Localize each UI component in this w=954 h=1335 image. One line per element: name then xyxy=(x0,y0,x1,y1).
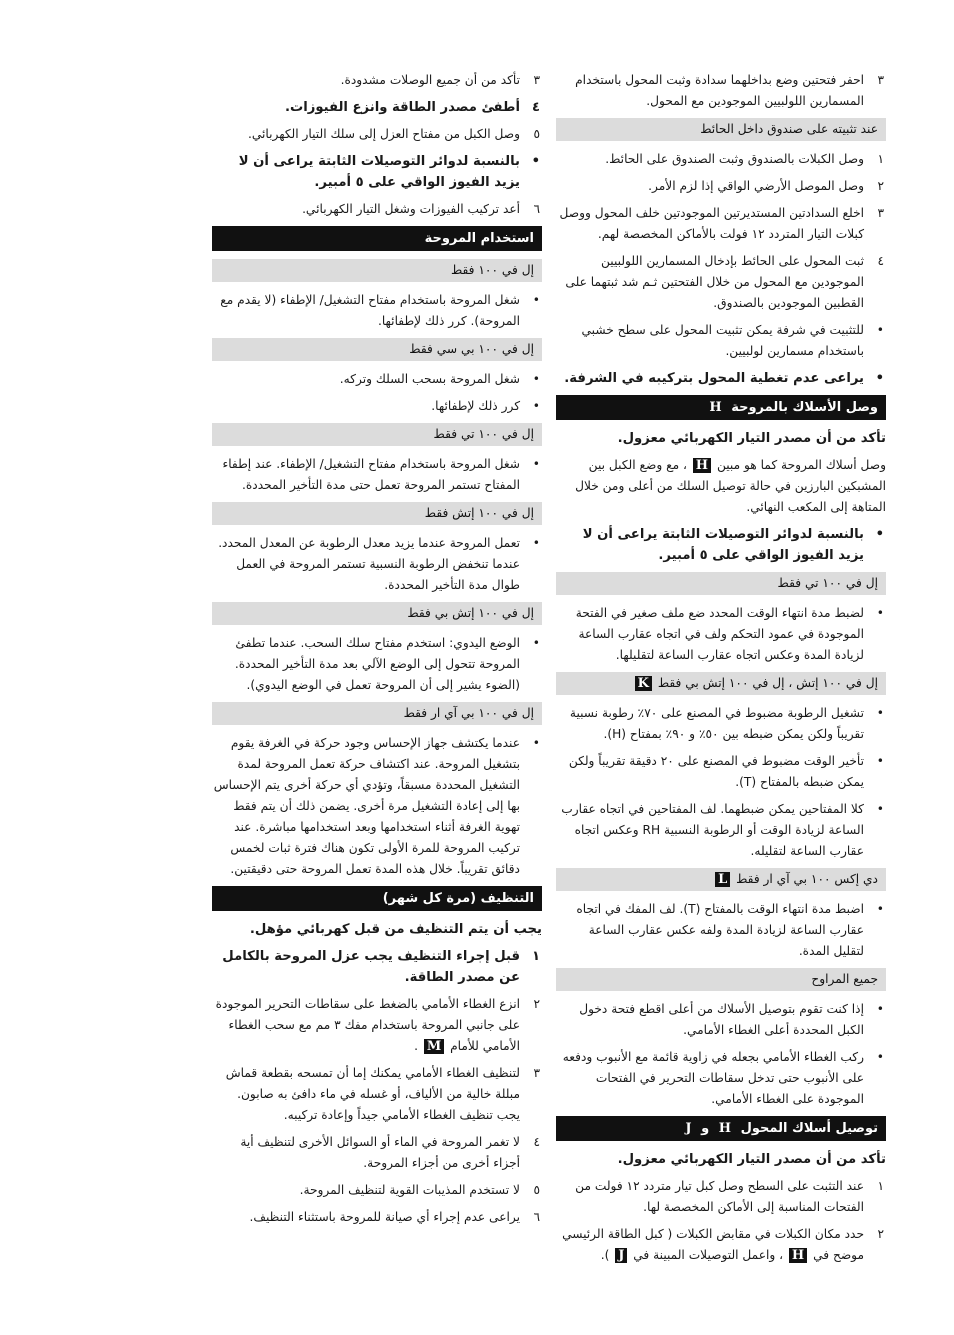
item-text: بالنسبة لدوائر التوصيلات الثابتة يراعى أن لا يزيد الفيوز الواقي على ٥ أمبير. xyxy=(238,154,520,190)
bullet-text: بالنسبة لدوائر التوصيلات الثابتة يراعى أن لا يزيد الفيوز الواقي على ٥ أمبير. xyxy=(582,527,864,563)
item-marker: ٤ xyxy=(877,254,884,268)
item-marker: • xyxy=(876,754,884,768)
item-marker: • xyxy=(532,636,540,650)
fuse-note xyxy=(556,524,886,566)
sub-lv100t: إل في ١٠٠ تي فقط xyxy=(212,423,542,446)
figure-tag: L xyxy=(715,872,730,887)
cleaning-step-2 xyxy=(212,994,542,1057)
item-text: تأخير الوقت مضبوط في المصنع على ٢٠ دقيقة تقريباً ولكن يمكن ضبطه بالمفتاح (T). xyxy=(568,754,864,789)
lv100t-bullet xyxy=(556,603,886,666)
wall-box-step xyxy=(556,203,886,245)
sub-lv100pir: إل في ١٠٠ بي آي ار فقط xyxy=(212,702,542,725)
bullet: • xyxy=(876,606,884,620)
item-marker: • xyxy=(532,372,540,386)
lv100h-bullet xyxy=(556,799,886,862)
step-number: ٢ xyxy=(533,997,540,1011)
install-step xyxy=(212,70,542,91)
paragraph-part: وصل أسلاك المروحة كما هو مبين xyxy=(716,458,886,472)
use-bullet xyxy=(212,633,542,696)
section-lv100t: إل في ١٠٠ تي فقط xyxy=(556,572,886,595)
item-text: الوضع اليدوي: استخدم مفتاح سلك السحب. عندما تطفئ المروحة تتحول إلى الوضع الآلي بعد مدة التأخير المحددة. (الضوء يشير إلى أن المروحة تعمل في الوضع اليدوي). xyxy=(234,636,520,692)
item-marker: • xyxy=(876,1050,884,1064)
item-marker: • xyxy=(876,706,884,720)
wall-box-step xyxy=(556,251,886,314)
use-bullet xyxy=(212,396,542,417)
isolation-warning: تأكد من أن مصدر التيار الكهربائي معزول. xyxy=(617,431,886,446)
sub-lv100hp: إل في ١٠٠ إتش بي فقط xyxy=(212,602,542,625)
section-title: وصل الأسلاك بالمروحة xyxy=(731,400,878,415)
bullet: • xyxy=(875,527,884,542)
item-text: لا تستخدم المذيبات القوية لتنظيف المروحة. xyxy=(299,1183,520,1197)
transformer-steps xyxy=(556,1176,886,1218)
item-marker: ٤ xyxy=(533,1135,540,1149)
section-title: دي إكس ١٠٠ بي آي ار فقط xyxy=(736,872,878,886)
install-step-3 xyxy=(556,70,886,112)
item-text: شغل المروحة باستخدام مفتاح التشغيل/ الإطفاء (لا يقدم مع المروحة). كرر ذلك لإطفائها. xyxy=(220,293,520,328)
wall-box-bullet xyxy=(556,368,886,389)
section-dx100 xyxy=(556,868,886,891)
item-text: وصل الموصل الأرضي الواقي إذا لزم الأمر. xyxy=(648,179,864,193)
figure-tag: K xyxy=(635,676,652,691)
lv100pir-use-bullets xyxy=(212,733,542,880)
item-text: وصل الكبل من مفتاح العزل إلى سلك التيار الكهربائي. xyxy=(247,127,520,141)
item-marker: ٥ xyxy=(533,1183,540,1197)
item-marker: • xyxy=(532,736,540,750)
use-bullet xyxy=(212,533,542,596)
install-step xyxy=(212,124,542,145)
wall-box-bullets xyxy=(556,320,886,389)
step-text: حدد مكان الكبلات في مقابض الكبلات ( كبل الطاقة الرئيسي موضح في xyxy=(562,1227,864,1262)
lv100hp-use-bullets xyxy=(212,633,542,696)
item-text: اخلع السدادتين المستديرتين الموجودتين خلف المحول ووصل كبلات التيار المتردد ١٢ فولت بالأماكن المخصصة لهم. xyxy=(559,206,864,241)
left-column xyxy=(212,70,542,1234)
item-text: ركب الغطاء الأمامي بجعله في زاوية قائمة مع الأنبوب ودفعه على الأنبوب حتى تدخل سقاطات التحرير في الفتحات الموجودة على الغطاء الأمامي. xyxy=(562,1050,864,1106)
lv100t-use-bullets xyxy=(212,454,542,496)
item-text: شغل المروحة بسحب السلك وتركه. xyxy=(339,372,520,386)
item-text: أعد تركيب الفيوزات وشغل التيار الكهربائي. xyxy=(302,202,520,216)
section-title: توصيل أسلاك المحول xyxy=(740,1121,878,1136)
bullet: • xyxy=(876,902,884,916)
item-text: يراعى عدم إجراء أي صيانة للمروحة باستثناء التنظيف. xyxy=(249,1210,520,1224)
item-text: شغل المروحة باستخدام مفتاح التشغيل/ الإطفاء. عند إطفاء المفتاح تستمر المروحة تعمل حتى مدة التأخير المحددة. xyxy=(222,457,520,492)
section-cleaning: التنظيف (مرة كل شهر) xyxy=(212,886,542,911)
install-steps-continued xyxy=(212,70,542,220)
lv100h-bullet xyxy=(556,751,886,793)
cleaning-step xyxy=(212,1132,542,1174)
item-marker: ٦ xyxy=(533,1210,540,1224)
use-bullet xyxy=(212,733,542,880)
lv100h-bullets xyxy=(556,703,886,862)
all-fans-bullet xyxy=(556,999,886,1041)
step-text: ، واعمل التوصيلات المبينة في xyxy=(633,1248,784,1262)
item-marker: ٢ xyxy=(877,179,884,193)
lv100h-bullet xyxy=(556,703,886,745)
cleaning-step xyxy=(212,1207,542,1228)
item-marker: • xyxy=(531,154,540,169)
figure-tag: H xyxy=(716,1121,734,1136)
figure-tag: H xyxy=(789,1248,807,1263)
item-marker: • xyxy=(532,457,540,471)
section-title: إل في ١٠٠ إتش ، إل في ١٠٠ إتش بي فقط xyxy=(657,676,878,690)
item-marker: • xyxy=(876,1002,884,1016)
item-marker: ٥ xyxy=(533,127,540,141)
item-text: لتنظيف الغطاء الأمامي يمكنك إما أن تمسحه بقطعة قماش مبللة خالية من الألياف، أو غسله في ماء دافئ به صابون. يجب تنظيف الغطاء الأمامي جيداً وإعادة تركيبه. xyxy=(225,1066,520,1122)
item-text: لا تغمر المروحة في الماء أو السوائل الأخرى لتنظيف أية أجزاء أخرى من أجزاء المروحة. xyxy=(240,1135,520,1170)
wall-box-steps xyxy=(556,149,886,314)
section-transformer-wiring xyxy=(556,1116,886,1141)
step-number: ١ xyxy=(531,949,540,964)
item-marker: • xyxy=(532,399,540,413)
use-bullet xyxy=(212,290,542,332)
wall-box-step xyxy=(556,149,886,170)
sub-lv100pc: إل في ١٠٠ بي سي فقط xyxy=(212,338,542,361)
item-marker: • xyxy=(875,371,884,386)
item-marker: ١ xyxy=(877,152,884,166)
item-text: عندما يكتشف جهاز الإحساس وجود حركة في الغرفة يقوم بتشغيل المروحة. عند اكتشاف حركة تعمل المروحة لمدة التشغيل المحددة مسبقاً، وتؤدي أي حركة أخرى يتم الإحساس بها إلى إعادة التشغيل مرة أخرى. يضمن ذلك أن يتم فقط تهوية الغرفة أثناء استخدامها وبعد استخدامها مباشرة. عند تركيب المروحة للمرة الأولى تكون هناك فترة ثبات لخمس دقائق تقريباً. خلال هذه المدة تعمل المروحة حتى دقيقتين. xyxy=(213,736,520,876)
lv100h-use-bullets xyxy=(212,533,542,596)
all-fans-bullets xyxy=(556,999,886,1110)
figure-tag: M xyxy=(424,1039,444,1054)
item-marker: ٦ xyxy=(533,202,540,216)
item-text: وصل الكبلات بالصندوق وثبت الصندوق على الحائط. xyxy=(605,152,864,166)
section-all-fans: جميع المراوح xyxy=(556,968,886,991)
all-fans-bullet xyxy=(556,1047,886,1110)
bullet-text: لضبط مدة انتهاء الوقت المحدد ضع ملف صغير في الفتحة الموجودة في عمود التحكم ولف في اتجاه عقارب الساعة لزيادة المدة وعكس اتجاه عقارب الساعة لتقليلها. xyxy=(575,606,864,662)
item-text: عند التثبت على السطح وصل كبل تيار متردد ١٢ فولت من الفتحات المناسبة إلى الأماكن المخصصة لها. xyxy=(575,1179,864,1214)
item-text: كلا المفتاحين يمكن ضبطهما. لف المفتاحين في اتجاه عقارب الساعة لزيادة الوقت أو الرطوبة النسبية RH وعكس اتجاه عقارب الساعة لتقليله. xyxy=(561,802,864,858)
item-text: للتثبيت في شرفة يمكن تثبيت المحول على سطح خشبي باستخدام مسمارين لولبيين. xyxy=(581,323,864,358)
step-text: قبل إجراء التنظيف يجب عزل المروحة بالكامل عن مصدر الطاقة. xyxy=(222,949,520,985)
item-marker: • xyxy=(876,802,884,816)
step-number: ٣ xyxy=(877,73,884,87)
item-text: يراعى عدم تغطية المحول بتركيبه في الشرفة. xyxy=(564,371,864,386)
dx100-bullet xyxy=(556,899,886,962)
install-step xyxy=(212,199,542,220)
use-bullet xyxy=(212,369,542,390)
item-marker: • xyxy=(876,323,884,337)
item-text: أطفئ مصدر الطاقة وانزع الفيوزات. xyxy=(284,100,520,115)
section-using-fan: استخدام المروحة xyxy=(212,226,542,251)
cleaning-note: يجب أن يتم التنظيف من قبل كهربائي مؤهل. xyxy=(249,922,542,937)
item-text: إذا كنت تقوم بتوصيل الأسلاك من أعلى اقطع فتحة دخول الكبل المحددة أعلى الغطاء الأمامي. xyxy=(579,1002,864,1037)
isolation-warning-2: تأكد من أن مصدر التيار الكهربائي معزول. xyxy=(617,1152,886,1167)
figure-tag: H xyxy=(706,400,724,415)
item-marker: ٣ xyxy=(533,73,540,87)
item-marker: • xyxy=(532,293,540,307)
cleaning-step xyxy=(212,1063,542,1126)
item-marker: ٤ xyxy=(531,100,540,115)
right-column xyxy=(556,70,886,1272)
item-text: ثبت المحول على الحائط بإدخال المسمارين اللولبيين الموجودين مع المحول من خلال الفتحتين ثـم شد ثبتهما على القطبين الموجودين بالصندوق. xyxy=(565,254,864,310)
bullet-text: اضبط مدة انتهاء الوقت بالمفتاح (T). لف المفك في اتجاه عقارب الساعة لزيادة المدة ولفه عكس عقارب الساعة لتقليل المدة. xyxy=(576,902,864,958)
paragraph-part: ، مع وضع الكبل بين المشبكين البارزين في حالة توصيل السلك من أعلى ومن خلال المتاهة إلى المكعب النهائي. xyxy=(575,458,886,514)
step-number: ٢ xyxy=(877,1227,884,1241)
cleaning-steps xyxy=(212,1063,542,1228)
item-text: تشغيل الرطوبة مضبوط في المصنع على ٧٠٪ رطوبة نسبية تقريباً ولكن يمكن ضبطه بين ٥٠٪ و ٩٠٪ بمفتاح (H). xyxy=(569,706,864,741)
figure-tag: J xyxy=(682,1121,694,1136)
item-text: تعمل المروحة عندما يزيد معدل الرطوبة عن المعدل المحدد. عندما تنخفض الرطوبة النسبية تستمر المروحة في العمل طوال مدة التأخير المحددة. xyxy=(218,536,520,592)
lv100pc-bullets xyxy=(212,369,542,417)
step-text: انزع الغطاء الأمامي بالضغط على سقاطات التحرير الموجودة على جانبي المروحة باستخدام مفك ٣ مم مع سحب الغطاء الأمامي للأمام xyxy=(215,997,520,1053)
item-marker: ٣ xyxy=(533,1066,540,1080)
install-step xyxy=(212,151,542,193)
sub-lv100h: إل في ١٠٠ إتش فقط xyxy=(212,502,542,525)
step-text: . xyxy=(414,1039,418,1053)
transformer-step xyxy=(556,1176,886,1218)
section-lv100h xyxy=(556,672,886,695)
section-wall-box: عند تثبيته على صندوق داخل الحائط xyxy=(556,118,886,141)
item-marker: ٣ xyxy=(877,206,884,220)
install-step xyxy=(212,97,542,118)
item-marker: • xyxy=(532,536,540,550)
figure-tag: H xyxy=(693,458,711,473)
lv100-bullets xyxy=(212,290,542,332)
section-fan-wiring xyxy=(556,395,886,420)
item-text: كرر ذلك لإطفائها. xyxy=(431,399,520,413)
step-text: ). xyxy=(600,1248,610,1262)
wall-box-bullet xyxy=(556,320,886,362)
transformer-step-2 xyxy=(556,1224,886,1266)
cleaning-step xyxy=(212,1180,542,1201)
item-marker: ١ xyxy=(877,1179,884,1193)
wall-box-step xyxy=(556,176,886,197)
wiring-paragraph xyxy=(556,455,886,518)
conjunction: و xyxy=(701,1121,710,1136)
sub-lv100: إل في ١٠٠ فقط xyxy=(212,259,542,282)
item-text: تأكد من أن جميع الوصلات مشدودة. xyxy=(340,73,520,87)
use-bullet xyxy=(212,454,542,496)
step-text: احفر فتحتين وضع بداخلهما سدادة وثبت المحول باستخدام المسمارين اللولبيين الموجودين مع المحول. xyxy=(575,73,864,108)
figure-tag: J xyxy=(615,1248,627,1263)
cleaning-step-1 xyxy=(212,946,542,988)
